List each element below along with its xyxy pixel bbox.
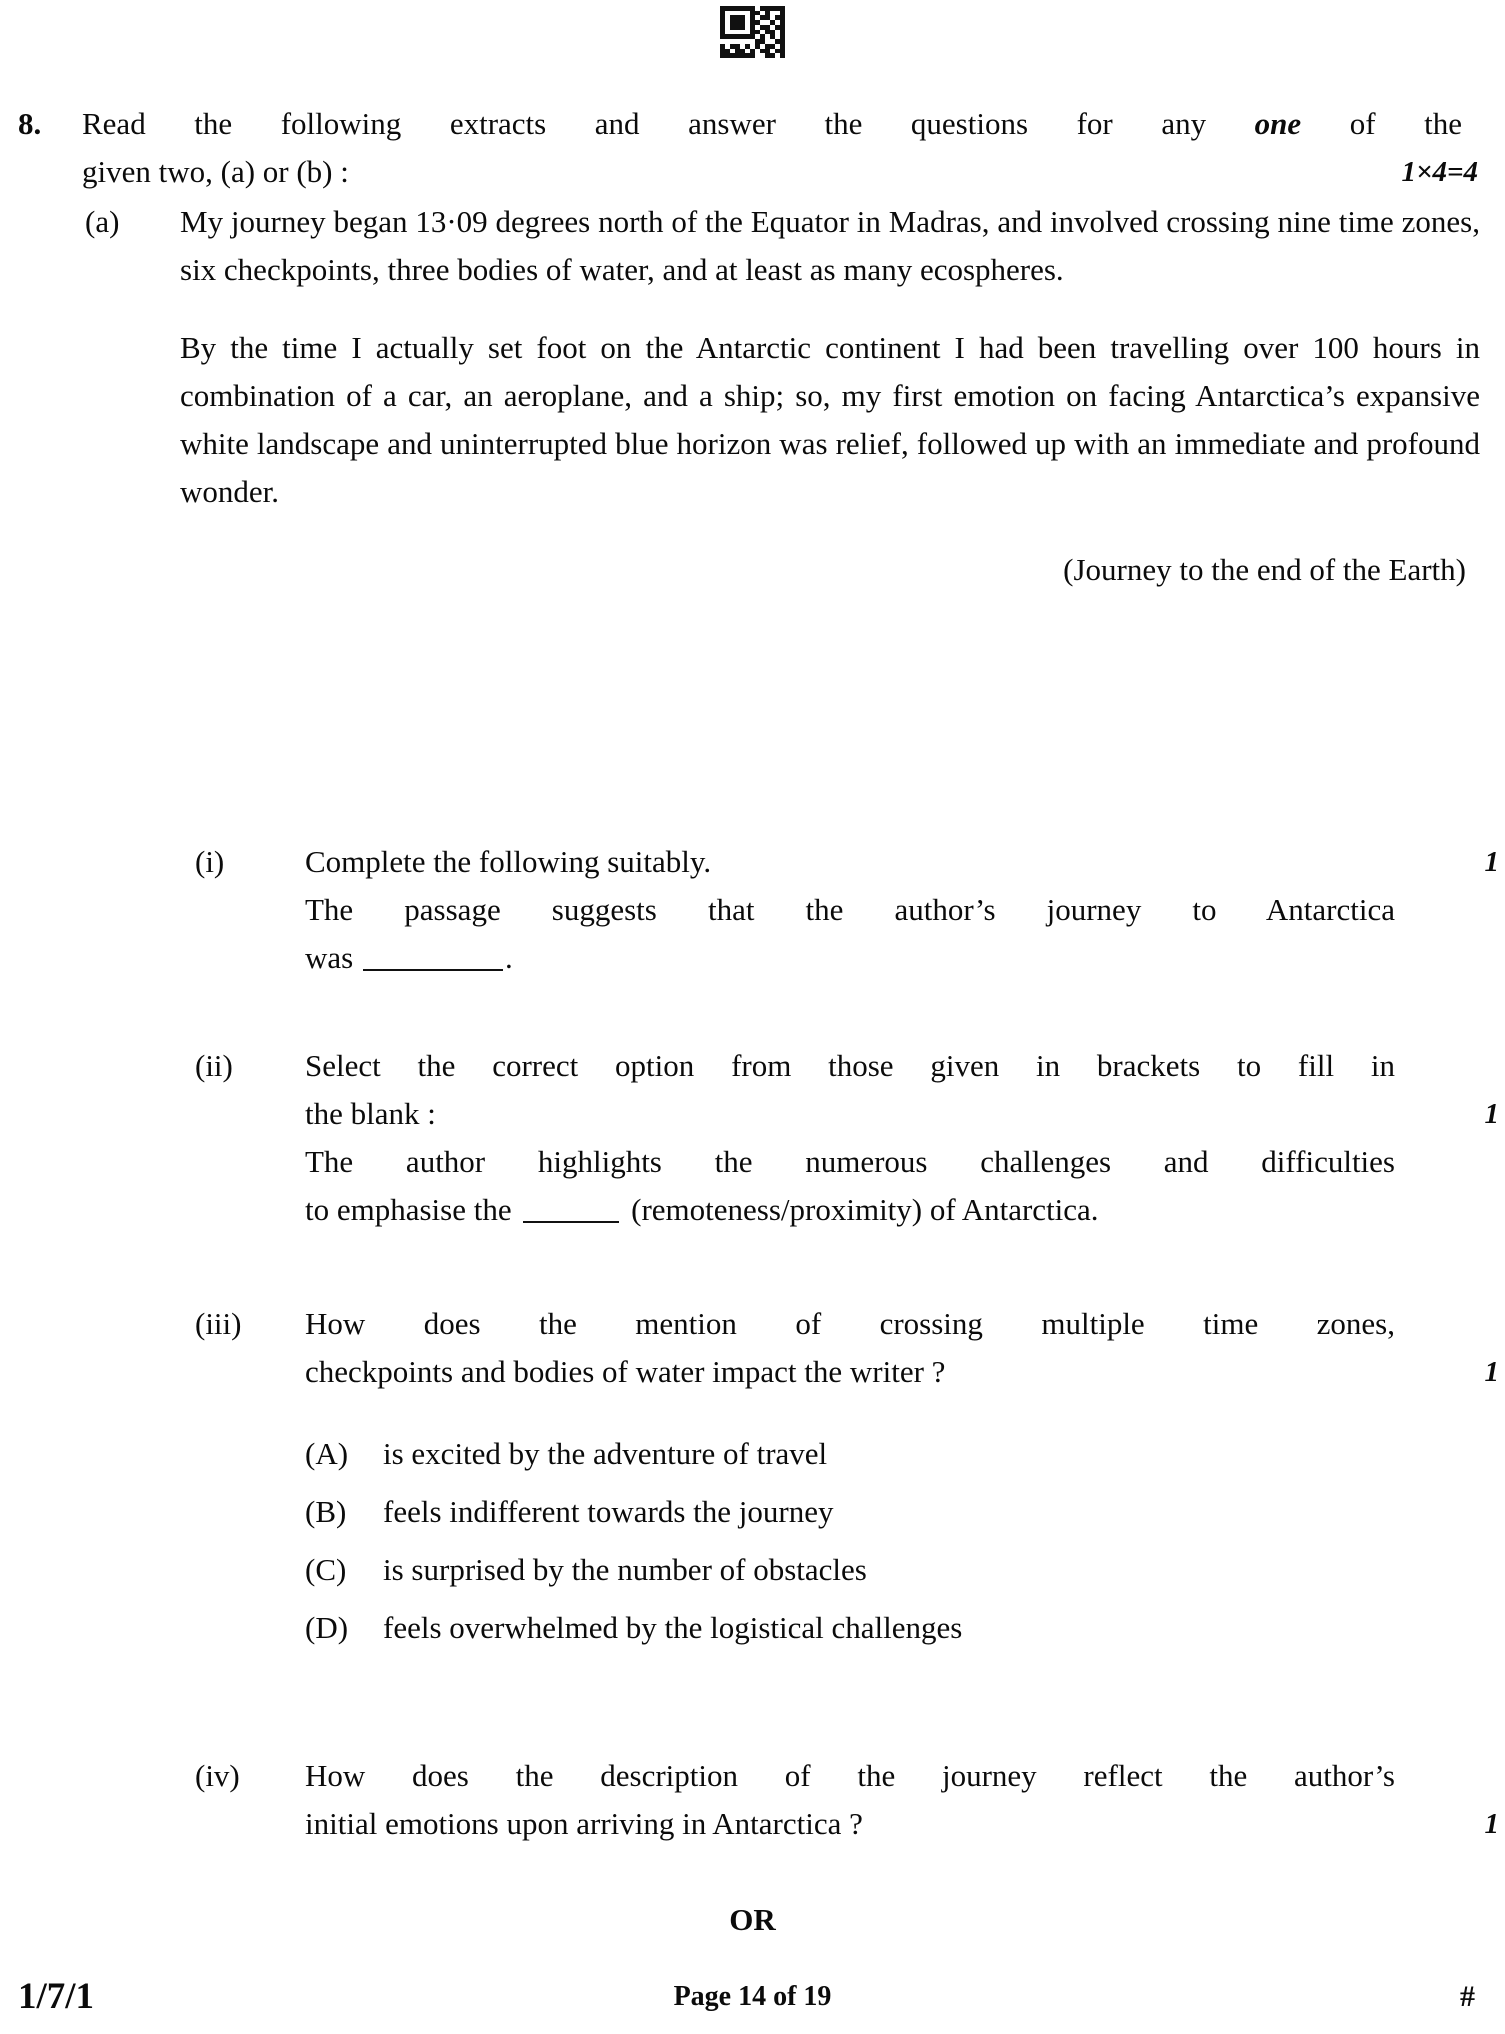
qr-code-icon xyxy=(720,6,786,58)
subquestion-i-line-2: The passage suggests that the author’s journey to Antarctica xyxy=(305,892,1395,927)
subquestion-iii-line-2: checkpoints and bodies of water impact the writer ? xyxy=(305,1354,946,1389)
extract-body xyxy=(180,198,1480,594)
subquestion-ii-body xyxy=(305,1042,1395,1234)
option-b-text: feels indifferent towards the journey xyxy=(383,1494,834,1529)
subquestion-ii-line-4-pre: to emphasise the xyxy=(305,1192,520,1227)
subquestion-iv-marks: 1 xyxy=(1484,1808,1499,1840)
subquestion-iii xyxy=(195,1300,1499,1396)
option-a[interactable] xyxy=(305,1430,1485,1488)
subquestion-iii-line-1: How does the mention of crossing multiple time zones, xyxy=(305,1306,1395,1341)
option-d-text: feels overwhelmed by the logistical challenges xyxy=(383,1610,963,1645)
option-c-text: is surprised by the number of obstacles xyxy=(383,1552,867,1587)
subquestion-ii-line-3: The author highlights the numerous challenges and difficulties xyxy=(305,1144,1395,1179)
qr-code-wrapper xyxy=(0,6,1505,58)
subquestion-iv-line-2: initial emotions upon arriving in Antarctica ? xyxy=(305,1806,863,1841)
option-a-text: is excited by the adventure of travel xyxy=(383,1436,828,1471)
end-mark: # xyxy=(1460,1980,1475,2013)
option-c[interactable] xyxy=(305,1546,1485,1604)
subquestion-i-line-3-pre: was xyxy=(305,940,361,975)
paper-code: 1/7/1 xyxy=(18,1976,95,2017)
option-b[interactable] xyxy=(305,1488,1485,1546)
extract-attribution: (Journey to the end of the Earth) xyxy=(1063,552,1466,587)
option-d[interactable] xyxy=(305,1604,1485,1662)
question-8-stem xyxy=(18,100,1478,196)
subquestion-ii-line-2: the blank : xyxy=(305,1096,436,1131)
answer-blank-ii[interactable] xyxy=(523,1195,619,1223)
extract-a xyxy=(85,198,1480,594)
subquestion-ii xyxy=(195,1042,1499,1234)
subquestion-iii-body xyxy=(305,1300,1395,1396)
page-number: Page 14 of 19 xyxy=(673,1981,832,2012)
extract-paragraph-1: My journey began 13·09 degrees north of the Equator in Madras, and involved crossing nine time zones, six checkpoints, three bodies of water, and at least as many ecospheres. xyxy=(180,204,1480,287)
stem-line-2-text: given two, (a) or (b) : xyxy=(82,154,349,189)
question-number: 8. xyxy=(18,106,42,141)
subquestion-ii-line-1: Select the correct option from those given in brackets to fill in xyxy=(305,1048,1395,1083)
subquestion-i-line-3 xyxy=(305,934,1395,982)
page-footer xyxy=(0,1972,1505,2026)
subquestion-i-line-1: Complete the following suitably. xyxy=(305,844,712,879)
option-b-label: (B) xyxy=(305,1494,347,1529)
subquestion-iii-roman: (iii) xyxy=(195,1306,242,1341)
subquestion-iv xyxy=(195,1752,1499,1848)
subquestion-ii-marks: 1 xyxy=(1484,1098,1499,1130)
subquestion-i-body xyxy=(305,838,1395,982)
option-a-label: (A) xyxy=(305,1436,349,1471)
stem-line-2 xyxy=(82,148,1462,196)
extract-label: (a) xyxy=(85,204,120,239)
subquestion-iii-marks: 1 xyxy=(1484,1356,1499,1388)
stem-text-a: Read the following extracts and answer the questions for any xyxy=(82,106,1255,141)
subquestion-i xyxy=(195,838,1499,982)
subquestion-iv-roman: (iv) xyxy=(195,1758,240,1793)
question-stem-text xyxy=(82,100,1462,196)
subquestion-ii-line-4 xyxy=(305,1186,1395,1234)
subquestion-i-roman: (i) xyxy=(195,844,225,879)
stem-emphasis-one: one xyxy=(1254,106,1302,141)
subquestion-ii-roman: (ii) xyxy=(195,1048,233,1083)
marks-total: 1×4=4 xyxy=(1401,156,1478,188)
stem-text-b: of the xyxy=(1301,106,1462,141)
stem-line-1 xyxy=(82,100,1462,148)
subquestion-i-line-3-post: . xyxy=(504,940,513,975)
subquestion-iv-body xyxy=(305,1752,1395,1848)
subquestion-i-marks: 1 xyxy=(1484,846,1499,878)
option-list-iii xyxy=(305,1430,1485,1662)
or-divider: OR xyxy=(729,1902,776,1937)
subquestion-ii-line-4-post: (remoteness/proximity) of Antarctica. xyxy=(623,1192,1099,1227)
extract-paragraph-2: By the time I actually set foot on the Antarctic continent I had been travelling over 100 hours in combination of a car, an aeroplane, and a ship; so, my first emotion on facing Antarctica’s expansive white landscape and uninterrupted blue horizon was relief, followed up with an immediate and profound wonder. xyxy=(180,330,1480,509)
subquestion-iv-line-1: How does the description of the journey reflect the author’s xyxy=(305,1758,1395,1793)
option-d-label: (D) xyxy=(305,1610,349,1645)
answer-blank-i[interactable] xyxy=(363,943,503,971)
option-c-label: (C) xyxy=(305,1552,347,1587)
